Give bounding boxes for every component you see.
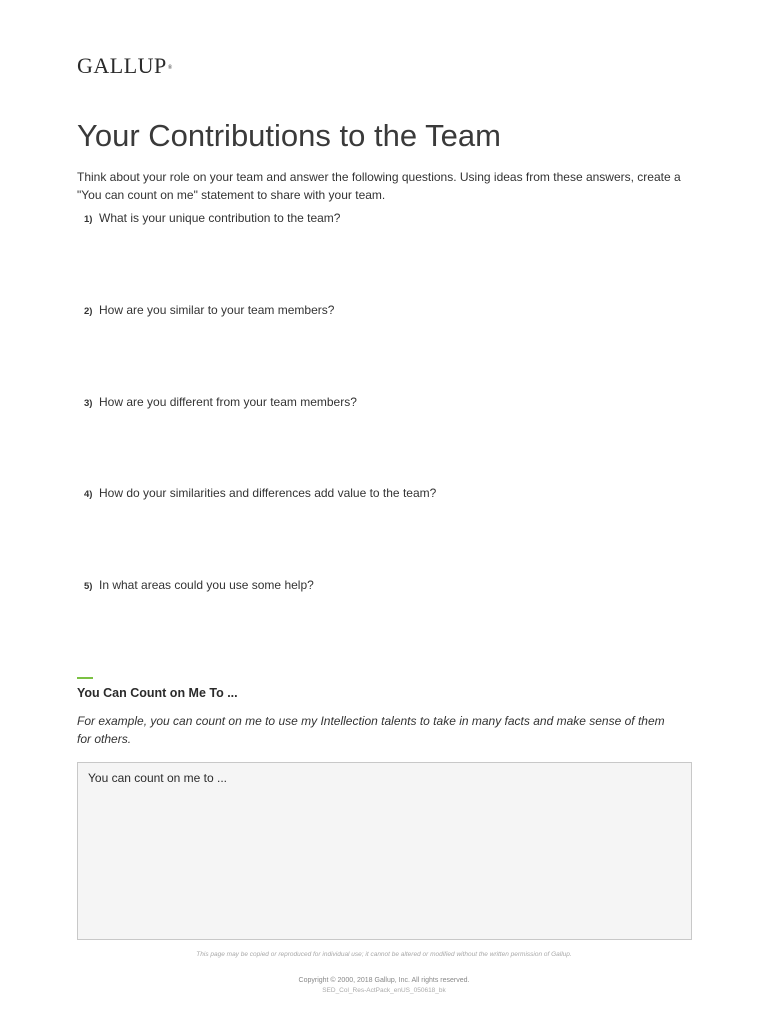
count-on-me-answer-box[interactable] bbox=[77, 762, 692, 940]
question-text: What is your unique contribution to the team? bbox=[99, 211, 341, 225]
answer-box-prompt: You can count on me to ... bbox=[88, 771, 227, 785]
question-5 bbox=[84, 577, 314, 595]
question-2 bbox=[84, 302, 334, 320]
question-text: In what areas could you use some help? bbox=[99, 578, 314, 592]
question-3 bbox=[84, 394, 357, 412]
gallup-logo bbox=[77, 54, 173, 78]
registered-mark: ® bbox=[167, 65, 173, 71]
question-text: How are you different from your team members? bbox=[99, 395, 357, 409]
question-number: 1) bbox=[84, 214, 93, 225]
question-number: 4) bbox=[84, 489, 93, 500]
permission-note: This page may be copied or reproduced for individual use; it cannot be altered or modified without the written permission of Gallup. bbox=[196, 951, 572, 958]
question-4 bbox=[84, 485, 436, 503]
document-code: SED_Col_Res-ActPack_enUS_050618_bk bbox=[322, 987, 446, 994]
copyright-text: Copyright © 2000, 2018 Gallup, Inc. All rights reserved. bbox=[298, 977, 470, 984]
intro-text: Think about your role on your team and answer the following questions. Using ideas from these answers, create a "You can count on me" statement to share with your team. bbox=[77, 170, 681, 202]
question-text: How are you similar to your team members? bbox=[99, 303, 335, 317]
question-number: 5) bbox=[84, 581, 93, 592]
question-number: 2) bbox=[84, 306, 93, 317]
question-1 bbox=[84, 210, 340, 228]
logo-text: GALLUP bbox=[77, 53, 167, 78]
count-on-me-heading: You Can Count on Me To ... bbox=[77, 686, 238, 700]
page-title: Your Contributions to the Team bbox=[77, 118, 501, 153]
question-number: 3) bbox=[84, 398, 93, 409]
accent-divider bbox=[77, 677, 93, 679]
question-text: How do your similarities and differences add value to the team? bbox=[99, 486, 437, 500]
example-text: For example, you can count on me to use my Intellection talents to take in many facts and make sense of them for others. bbox=[77, 714, 665, 746]
